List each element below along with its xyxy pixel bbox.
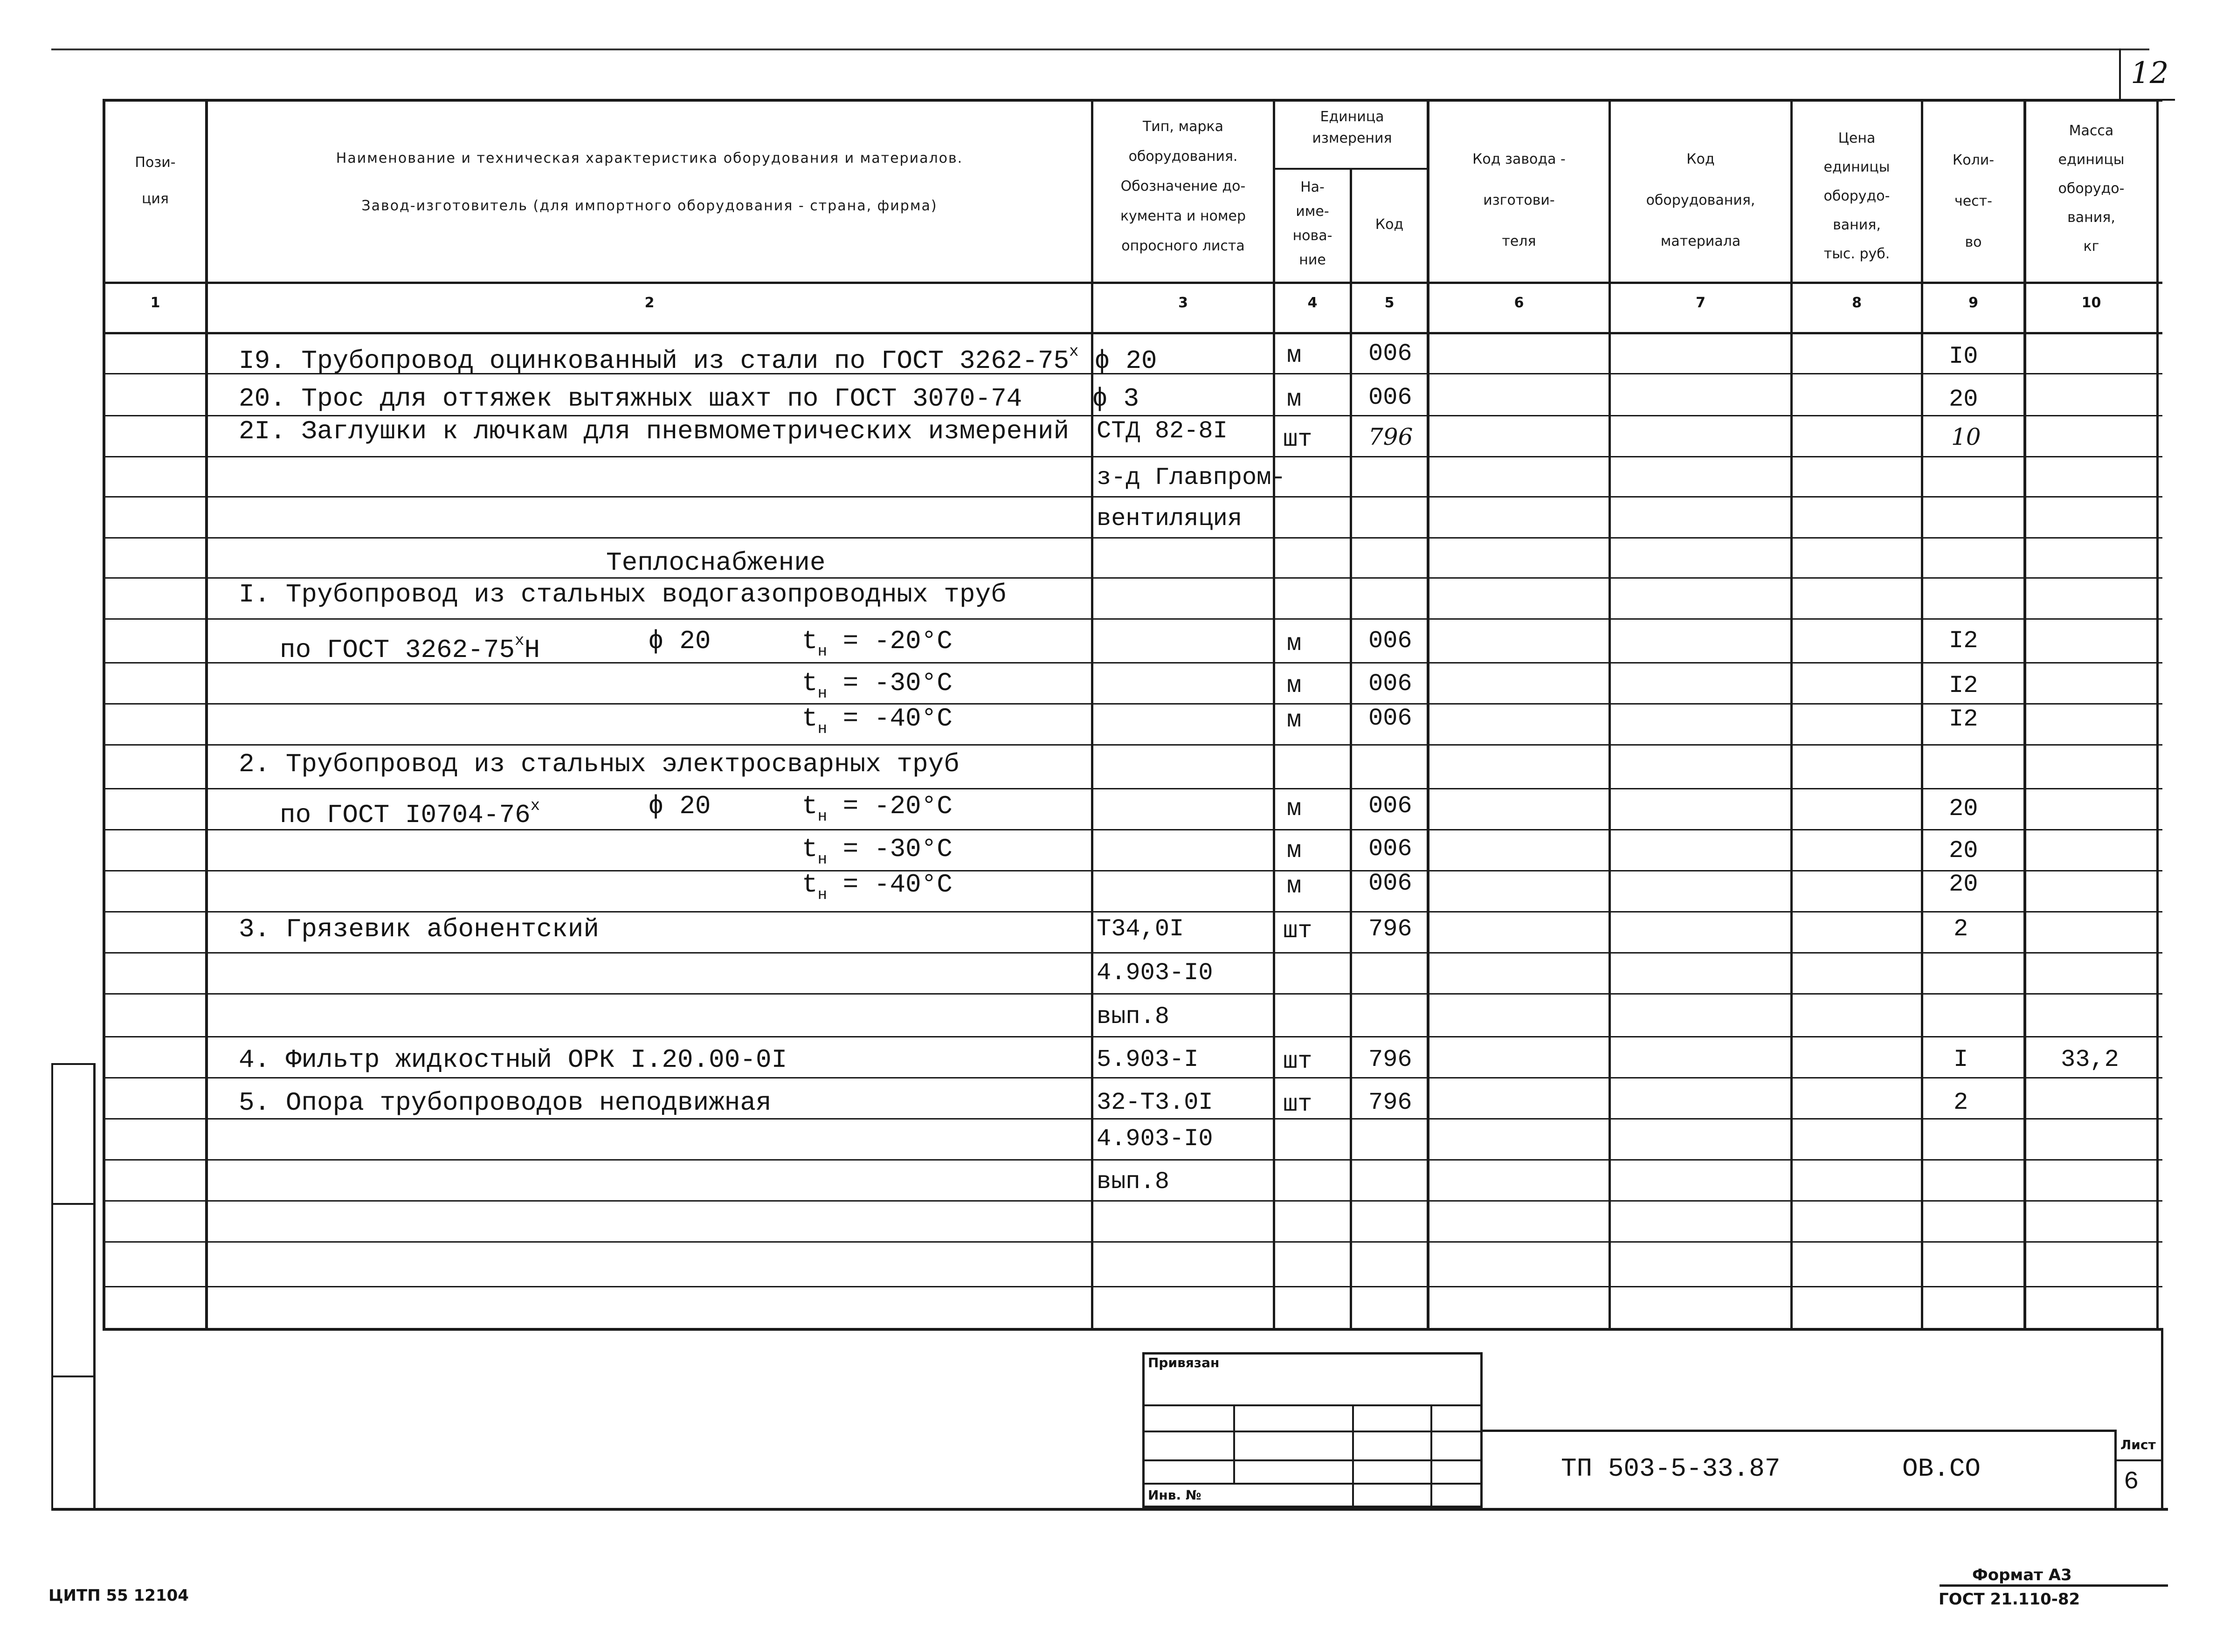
list-number: 6 [2124, 1468, 2139, 1496]
pipe-1-temp-2: $t_н = -30^\circ C$ [802, 668, 953, 703]
row-20-code: 006 [1368, 384, 1412, 411]
pipe-1-code-1: 006 [1368, 627, 1412, 655]
corner-box-line-v [2119, 48, 2121, 100]
pipe-1-unit-1: м [1287, 630, 1302, 657]
col-number: 8 [1852, 295, 1862, 311]
header-unit-name: На- име- нова- ние [1292, 179, 1332, 268]
header-type: Тип, марка оборудования. Обозначение до- кумента и номер опросного листа [1120, 118, 1246, 254]
item-3-doc-1: Т34,0I [1097, 915, 1184, 943]
row-line [103, 496, 2162, 498]
row-line [103, 952, 2162, 954]
frame-bottom-line [51, 1508, 2168, 1511]
frame-right-line [2161, 1328, 2163, 1511]
col-number: 5 [1384, 295, 1395, 311]
row-21-doc-3: вентиляция [1097, 505, 1243, 532]
item-4-code: 796 [1368, 1046, 1412, 1073]
item-4-doc-1: 5.903-I [1097, 1046, 1199, 1073]
footer-gost: ГОСТ 21.110-82 [1939, 1590, 2080, 1609]
section-heat-supply-title: Теплоснабжение [606, 548, 826, 578]
col-number: 7 [1696, 295, 1705, 311]
row-19-qty: I0 [1949, 343, 1978, 370]
row-21-name: 2I. Заглушки к лючкам для пневмометрических измерений [239, 416, 1070, 446]
margin-strip-outer [51, 1063, 53, 1511]
pipe-2-qty-3: 20 [1949, 871, 1978, 898]
row-21-doc: СТД 82-8I [1097, 417, 1228, 445]
header-name-line1: Наименование и техническая характеристика оборудования и материалов. [336, 150, 963, 166]
item-5-doc-1: 32-Т3.0I [1097, 1089, 1213, 1116]
row-line [103, 1241, 2162, 1243]
item-5-doc-2: 4.903-I0 [1097, 1125, 1213, 1153]
footer-format: Формат А3 [1972, 1566, 2072, 1584]
stamp-vline [1430, 1404, 1432, 1508]
item-3-name: 3. Грязевик абонентский [239, 914, 599, 944]
row-21-unit: шт [1283, 426, 1312, 453]
item-5-unit: шт [1283, 1091, 1312, 1118]
row-19-unit: м [1287, 342, 1302, 369]
pipe-2-temp-1: $t_н = -20^\circ C$ [802, 791, 953, 826]
row-line [103, 1077, 2162, 1078]
pipe-1-temp-1: $t_н = -20^\circ C$ [802, 626, 953, 661]
pipe-2-unit-3: м [1287, 872, 1302, 900]
row-21-qty: 10 [1951, 423, 1981, 450]
pipe-2-temp-2: $t_н = -30^\circ C$ [802, 834, 953, 869]
top-border-line [51, 48, 2149, 50]
row-19-code: 006 [1368, 340, 1412, 367]
pipe-1-diameter: ϕ 20 [648, 626, 711, 656]
col-line-6 [1609, 99, 1611, 1330]
margin-strip-sep2 [51, 1376, 96, 1377]
row-21-code: 796 [1368, 423, 1413, 450]
col-line-1 [205, 99, 208, 1330]
item-3-doc-2: 4.903-I0 [1097, 959, 1213, 987]
section-code: ОВ.СО [1902, 1454, 1981, 1484]
table-bottom-line [103, 1328, 2162, 1331]
pipe-2-qty-2: 20 [1949, 837, 1978, 864]
header-bottom-line [103, 282, 2162, 284]
item-3-doc-3: вып.8 [1097, 1003, 1170, 1030]
stamp-inv-label: Инв. № [1148, 1487, 1201, 1503]
col-line-3 [1273, 99, 1275, 1330]
row-19-name: I9. Трубопровод оцинкованный из стали по ГОСТ 3262-75$^x$ ϕ 20 [239, 343, 1157, 376]
item-5-name: 5. Опора трубопроводов неподвижная [239, 1088, 772, 1118]
pipe-1-unit-2: м [1287, 672, 1302, 699]
item-3-qty: 2 [1954, 915, 1968, 943]
header-factory-code: Код завода - изготови- теля [1472, 151, 1566, 249]
row-20-name: 20. Трос для оттяжек вытяжных шахт по ГОСТ 3070-74 ϕ 3 [239, 384, 1139, 414]
row-line [103, 456, 2162, 457]
col-number: 10 [2081, 295, 2101, 311]
header-unit: Единица измерения [1312, 109, 1392, 146]
row-21-doc-2: з-д Главпром- [1097, 464, 1286, 491]
col-number: 9 [1968, 295, 1978, 311]
row-line [103, 993, 2162, 995]
col-number: 1 [150, 295, 160, 311]
margin-strip-inner [93, 1063, 96, 1511]
col-number: 2 [644, 295, 655, 311]
document-code: ТП 503-5-33.87 [1561, 1454, 1781, 1484]
colnum-bottom-line [103, 332, 2162, 334]
pipe-2-unit-2: м [1287, 837, 1302, 864]
row-line [103, 537, 2162, 539]
item-3-code: 796 [1368, 915, 1412, 943]
row-line [103, 870, 2162, 871]
footer-print-code: ЦИТП 55 12104 [48, 1586, 189, 1605]
pipe-2-code-1: 006 [1368, 792, 1412, 820]
header-unit-code: Код [1375, 216, 1404, 233]
pipe-2-unit-1: м [1287, 795, 1302, 823]
pipe-1-unit-3: м [1287, 706, 1302, 734]
pipe-1-qty-1: I2 [1949, 627, 1978, 655]
margin-strip-top [51, 1063, 96, 1065]
header-price: Цена единицы оборудо- вания, тыс. руб. [1823, 130, 1890, 262]
item-4-unit: шт [1283, 1048, 1312, 1075]
pipe-1-gost: по ГОСТ 3262-75$^x$Н [280, 632, 540, 665]
item-4-qty: I [1954, 1046, 1968, 1073]
header-quantity: Коли- чест- во [1952, 152, 1995, 250]
list-box-left [2114, 1430, 2117, 1509]
list-label: Лист [2120, 1437, 2156, 1452]
row-line [103, 1200, 2162, 1202]
pipe-2-code-3: 006 [1368, 870, 1412, 897]
table-top-line [103, 99, 2162, 102]
pipe-1-temp-3: $t_н = -40^\circ C$ [802, 704, 953, 738]
col-line-4 [1350, 168, 1352, 1330]
header-mass: Масса единицы оборудо- вания, кг [2058, 123, 2125, 255]
item-5-qty: 2 [1954, 1089, 1968, 1116]
pipe-2-title: 2. Трубопровод из стальных электросварных труб [239, 749, 960, 779]
list-box-mid [2114, 1459, 2163, 1461]
item-3-unit: шт [1283, 917, 1312, 945]
pipe-1-qty-3: I2 [1949, 705, 1978, 733]
row-line [103, 744, 2162, 746]
item-5-code: 796 [1368, 1089, 1412, 1116]
row-line [103, 911, 2162, 912]
pipe-1-code-2: 006 [1368, 670, 1412, 698]
row-line [103, 703, 2162, 705]
col-line-9 [2023, 99, 2026, 1330]
col-line-10 [2156, 99, 2159, 1330]
margin-strip-sep1 [51, 1203, 96, 1205]
row-line [103, 1159, 2162, 1161]
pipe-2-gost: по ГОСТ I0704-76$^x$ [280, 797, 540, 830]
col-line-7 [1790, 99, 1793, 1330]
title-line-top [1483, 1430, 2117, 1432]
row-20-qty: 20 [1949, 386, 1978, 413]
pipe-2-code-2: 006 [1368, 835, 1412, 863]
header-equipment-code: Код оборудования, материала [1646, 151, 1755, 249]
unit-header-split [1273, 168, 1429, 170]
pipe-2-temp-3: $t_н = -40^\circ C$ [802, 870, 953, 904]
stamp-vline [1233, 1404, 1235, 1484]
col-number: 4 [1307, 295, 1318, 311]
stamp-vline [1352, 1404, 1354, 1508]
item-4-mass: 33,2 [2061, 1046, 2119, 1073]
col-number: 6 [1514, 295, 1524, 311]
header-position: Пози- ция [135, 154, 176, 207]
pipe-2-diameter: ϕ 20 [648, 791, 711, 821]
stamp-privyazan-label: Привязан [1148, 1355, 1220, 1370]
col-line-8 [1921, 99, 1923, 1330]
pipe-1-title: I. Трубопровод из стальных водогазопроводных труб [239, 580, 1007, 609]
row-line [103, 1036, 2162, 1037]
row-line [103, 1286, 2162, 1287]
row-20-unit: м [1287, 386, 1302, 413]
col-line-5 [1427, 99, 1429, 1330]
pipe-2-qty-1: 20 [1949, 795, 1978, 823]
footer-line [1940, 1584, 2168, 1587]
header-name-line2: Завод-изготовитель (для импортного оборудования - страна, фирма) [361, 198, 938, 214]
pipe-1-code-3: 006 [1368, 705, 1412, 732]
sheet-corner-number: 12 [2131, 56, 2169, 90]
col-line-2 [1091, 99, 1093, 1330]
item-5-doc-3: вып.8 [1097, 1168, 1170, 1196]
row-line [103, 618, 2162, 620]
col-number: 3 [1178, 295, 1188, 311]
pipe-1-qty-2: I2 [1949, 672, 1978, 699]
item-4-name: 4. Фильтр жидкостный ОРК I.20.00-0I [239, 1045, 787, 1075]
row-line [103, 788, 2162, 789]
